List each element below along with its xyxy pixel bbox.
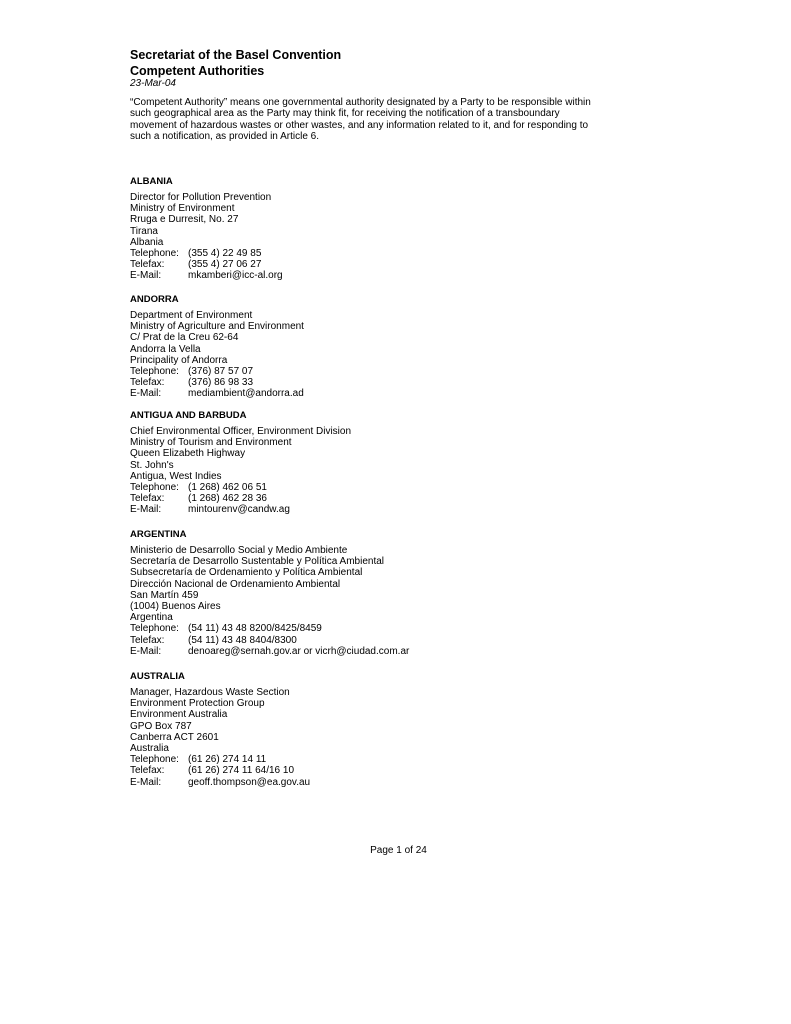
address-line: Andorra la Vella [130, 343, 201, 355]
email-row [130, 777, 310, 788]
address-line: Ministerio de Desarrollo Social y Medio Ambiente [130, 545, 348, 556]
country-heading: ANDORRA [130, 294, 179, 305]
email-value: denoareg@sernah.gov.ar or vicrh@ciudad.com.ar [188, 645, 410, 657]
telefax-label: Telefax: [130, 765, 165, 777]
authority-entry [130, 410, 351, 516]
page-number: Page 1 of 24 [370, 845, 427, 856]
authority-entry [130, 176, 283, 282]
email-row [130, 270, 283, 281]
telefax-label: Telefax: [130, 377, 165, 389]
telefax-value: (54 11) 43 48 8404/8300 [188, 634, 297, 646]
country-heading: ALBANIA [130, 176, 173, 187]
telephone-row [130, 754, 310, 765]
telephone-value: (1 268) 462 06 51 [188, 482, 267, 494]
email-row [130, 388, 304, 399]
address-line: Secretaría de Desarrollo Sustentable y Política Ambiental [130, 556, 385, 568]
email-row [130, 504, 351, 515]
address-line: Environment Protection Group [130, 698, 265, 710]
address-line: Director for Pollution Prevention [130, 192, 272, 203]
telefax-value: (61 26) 274 11 64/16 10 [188, 765, 295, 777]
email-value: mediambient@andorra.ad [188, 388, 304, 400]
country-heading: ARGENTINA [130, 529, 187, 540]
telephone-value: (355 4) 22 49 85 [188, 248, 262, 260]
telefax-row [130, 493, 351, 504]
address-line: Ministry of Tourism and Environment [130, 437, 292, 449]
email-label: E-Mail: [130, 645, 162, 657]
address-line: Australia [130, 743, 169, 755]
telephone-label: Telephone: [130, 366, 179, 378]
address-line: Rruga e Durresit, No. 27 [130, 214, 239, 226]
email-value: geoff.thompson@ea.gov.au [188, 776, 311, 788]
telefax-value: (1 268) 462 28 36 [188, 493, 267, 505]
address-line: Environment Australia [130, 709, 228, 721]
telefax-value: (355 4) 27 06 27 [188, 259, 262, 271]
email-label: E-Mail: [130, 388, 162, 400]
address-line: Subsecretaría de Ordenamiento y Política Ambiental [130, 567, 363, 579]
address-line: Canberra ACT 2601 [130, 731, 219, 743]
address-line: San Martín 459 [130, 589, 199, 601]
address-line: Argentina [130, 612, 173, 624]
address-line: GPO Box 787 [130, 720, 192, 732]
telefax-label: Telefax: [130, 634, 165, 646]
telefax-row [130, 377, 304, 388]
email-value: mintourenv@candw.ag [188, 504, 290, 516]
document-date: 23-Mar-04 [130, 78, 176, 89]
address-line: Queen Elizabeth Highway [130, 448, 246, 460]
address-line: C/ Prat de la Creu 62-64 [130, 332, 239, 344]
telephone-label: Telephone: [130, 754, 179, 766]
telephone-label: Telephone: [130, 248, 179, 260]
email-row [130, 646, 409, 657]
telefax-value: (376) 86 98 33 [188, 377, 254, 389]
telefax-row [130, 765, 310, 776]
address-line: (1004) Buenos Aires [130, 601, 221, 613]
document-title [130, 47, 341, 79]
telefax-row [130, 259, 283, 270]
address-line: Department of Environment [130, 310, 253, 321]
email-label: E-Mail: [130, 776, 162, 788]
address-line: Albania [130, 236, 164, 248]
telephone-label: Telephone: [130, 623, 179, 635]
country-heading: ANTIGUA AND BARBUDA [130, 410, 247, 421]
authority-entry [130, 294, 304, 400]
authority-entry [130, 671, 310, 788]
authority-entry [130, 529, 409, 657]
address-line: Principality of Andorra [130, 354, 228, 366]
title-line-2: Competent Authorities [130, 64, 265, 78]
address-line: Ministry of Environment [130, 203, 235, 215]
address-line: Dirección Nacional de Ordenamiento Ambiental [130, 578, 341, 590]
email-value: mkamberi@icc-al.org [188, 270, 283, 282]
address-line: Antigua, West Indies [130, 470, 222, 482]
telephone-label: Telephone: [130, 482, 179, 494]
telephone-value: (376) 87 57 07 [188, 366, 254, 378]
address-line: Chief Environmental Officer, Environment Division [130, 426, 352, 437]
address-line: Manager, Hazardous Waste Section [130, 687, 290, 698]
telephone-value: (54 11) 43 48 8200/8425/8459 [188, 623, 322, 635]
address-line: Tirana [130, 225, 158, 237]
title-line-1: Secretariat of the Basel Convention [130, 48, 342, 62]
telefax-row [130, 635, 409, 646]
telephone-value: (61 26) 274 14 11 [188, 754, 267, 766]
telefax-label: Telefax: [130, 259, 165, 271]
telefax-label: Telefax: [130, 493, 165, 505]
email-label: E-Mail: [130, 270, 162, 282]
telephone-row [130, 366, 304, 377]
telephone-row [130, 248, 283, 259]
intro-paragraph: “Competent Authority” means one governmental authority designated by a Party to be responsible within such geographical area as the Party may think fit, for receiving the notification of a transboundary movement of hazardous wastes or other wastes, and any information related to it, and for responding to such a notification, as provided in Article 6. [130, 97, 591, 143]
telephone-row [130, 623, 409, 634]
country-heading: AUSTRALIA [130, 671, 185, 682]
address-line: St. John's [130, 459, 174, 471]
email-label: E-Mail: [130, 504, 162, 516]
telephone-row [130, 482, 351, 493]
address-line: Ministry of Agriculture and Environment [130, 321, 304, 333]
